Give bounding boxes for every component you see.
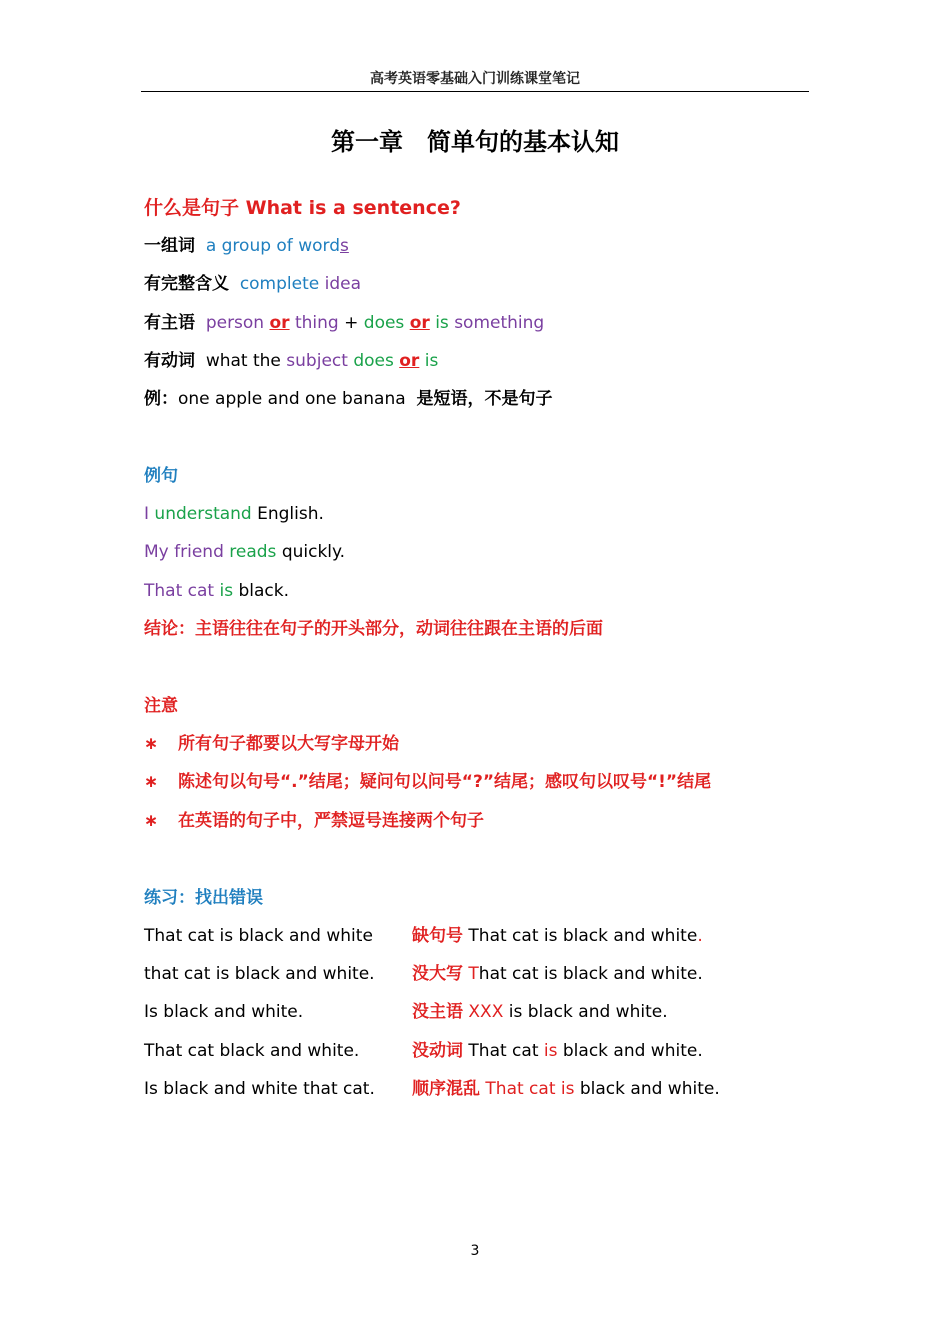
person-word: person bbox=[205, 313, 265, 333]
fix-subject: That cat is bbox=[485, 1079, 575, 1099]
does-word: does bbox=[363, 313, 405, 333]
asterisk-icon: ∗ bbox=[144, 811, 159, 831]
subject-word: subject bbox=[286, 351, 348, 371]
label-example: 例： bbox=[144, 389, 178, 409]
fix-dot: . bbox=[697, 926, 703, 946]
section-title-examples: 例句 bbox=[144, 466, 178, 486]
practice-fix-1 bbox=[412, 924, 703, 948]
practice-fix-3 bbox=[412, 1000, 668, 1024]
line-complete-idea bbox=[144, 272, 361, 296]
page-header: 高考英语零基础入门训练课堂笔记 bbox=[370, 71, 580, 87]
notice-item bbox=[144, 809, 484, 833]
fix-label: 顺序混乱 bbox=[412, 1079, 480, 1099]
is-word: is bbox=[424, 351, 439, 371]
s1-verb: understand bbox=[154, 504, 252, 524]
section-title-practice: 练习：找出错误 bbox=[144, 888, 263, 908]
practice-fix-4 bbox=[412, 1039, 703, 1063]
fix-text: That cat bbox=[468, 1041, 539, 1061]
practice-fix-5 bbox=[412, 1077, 720, 1101]
page-number: 3 bbox=[470, 1243, 480, 1259]
s2-rest: quickly. bbox=[281, 542, 346, 562]
asterisk-icon: ∗ bbox=[144, 772, 159, 792]
fix-label: 没动词 bbox=[412, 1041, 463, 1061]
plus-sign: + bbox=[344, 313, 359, 333]
asterisk-icon: ∗ bbox=[144, 734, 159, 754]
fix-is: is bbox=[543, 1041, 558, 1061]
s3-verb: is bbox=[219, 581, 234, 601]
or-word: or bbox=[269, 313, 290, 333]
notice-item bbox=[144, 770, 711, 794]
practice-wrong-1: That cat is black and white bbox=[144, 926, 373, 946]
fix-text: hat cat is black and white. bbox=[478, 964, 703, 984]
label-group: 一组词 bbox=[144, 236, 195, 256]
practice-fix-2 bbox=[412, 962, 703, 986]
fix-label: 缺句号 bbox=[412, 926, 463, 946]
s2-subject: My friend bbox=[144, 542, 224, 562]
practice-wrong-4: That cat black and white. bbox=[144, 1041, 360, 1061]
example-text: one apple and one banana bbox=[178, 389, 406, 409]
line-subject bbox=[144, 311, 544, 335]
fix-text: black and white. bbox=[562, 1041, 703, 1061]
complete-word: complete bbox=[239, 274, 320, 294]
fix-text: is black and white. bbox=[508, 1002, 668, 1022]
group-text: a group of word bbox=[205, 236, 340, 256]
thing-word: thing bbox=[294, 313, 339, 333]
s1-subject: I bbox=[144, 504, 150, 524]
notice-text: 在英语的句子中，严禁逗号连接两个句子 bbox=[178, 811, 484, 831]
what-the-text: what the bbox=[205, 351, 281, 371]
example-sentence-1 bbox=[144, 502, 324, 526]
line-group-of-words bbox=[144, 234, 349, 258]
line-verb bbox=[144, 349, 438, 373]
fix-text: That cat is black and white bbox=[468, 926, 698, 946]
practice-wrong-3: Is black and white. bbox=[144, 1002, 304, 1022]
or-word: or bbox=[399, 351, 420, 371]
s2-verb: reads bbox=[229, 542, 277, 562]
fix-xxx: XXX bbox=[468, 1002, 504, 1022]
notice-text: 陈述句以句号“.”结尾；疑问句以问号“?”结尾；感叹句以叹号“!”结尾 bbox=[178, 772, 712, 792]
line-example bbox=[144, 387, 552, 411]
notice-item bbox=[144, 732, 399, 756]
s1-rest: English. bbox=[257, 504, 324, 524]
conclusion: 结论：主语往往在句子的开头部分，动词往往跟在主语的后面 bbox=[144, 619, 603, 639]
example-note: 是短语，不是句子 bbox=[416, 389, 553, 409]
fix-capital: T bbox=[468, 964, 479, 984]
fix-label: 没大写 bbox=[412, 964, 463, 984]
section-title-what-is-sentence: 什么是句子 What is a sentence? bbox=[144, 197, 461, 219]
header-divider bbox=[141, 91, 809, 92]
label-complete: 有完整含义 bbox=[144, 274, 229, 294]
label-subject: 有主语 bbox=[144, 313, 195, 333]
fix-label: 没主语 bbox=[412, 1002, 463, 1022]
practice-wrong-5: Is black and white that cat. bbox=[144, 1079, 375, 1099]
notice-text: 所有句子都要以大写字母开始 bbox=[178, 734, 399, 754]
section-title-notice: 注意 bbox=[144, 696, 178, 716]
something-word: something bbox=[454, 313, 545, 333]
label-verb: 有动词 bbox=[144, 351, 195, 371]
s3-subject: That cat bbox=[144, 581, 215, 601]
does-word: does bbox=[353, 351, 394, 371]
fix-text: black and white. bbox=[579, 1079, 720, 1099]
idea-word: idea bbox=[324, 274, 362, 294]
is-word: is bbox=[435, 313, 449, 333]
group-s: s bbox=[340, 236, 349, 256]
or-word: or bbox=[409, 313, 430, 333]
s3-rest: black. bbox=[238, 581, 290, 601]
example-sentence-3 bbox=[144, 579, 289, 603]
practice-wrong-2: that cat is black and white. bbox=[144, 964, 375, 984]
chapter-title: 第一章 简单句的基本认知 bbox=[331, 128, 619, 156]
example-sentence-2 bbox=[144, 540, 345, 564]
